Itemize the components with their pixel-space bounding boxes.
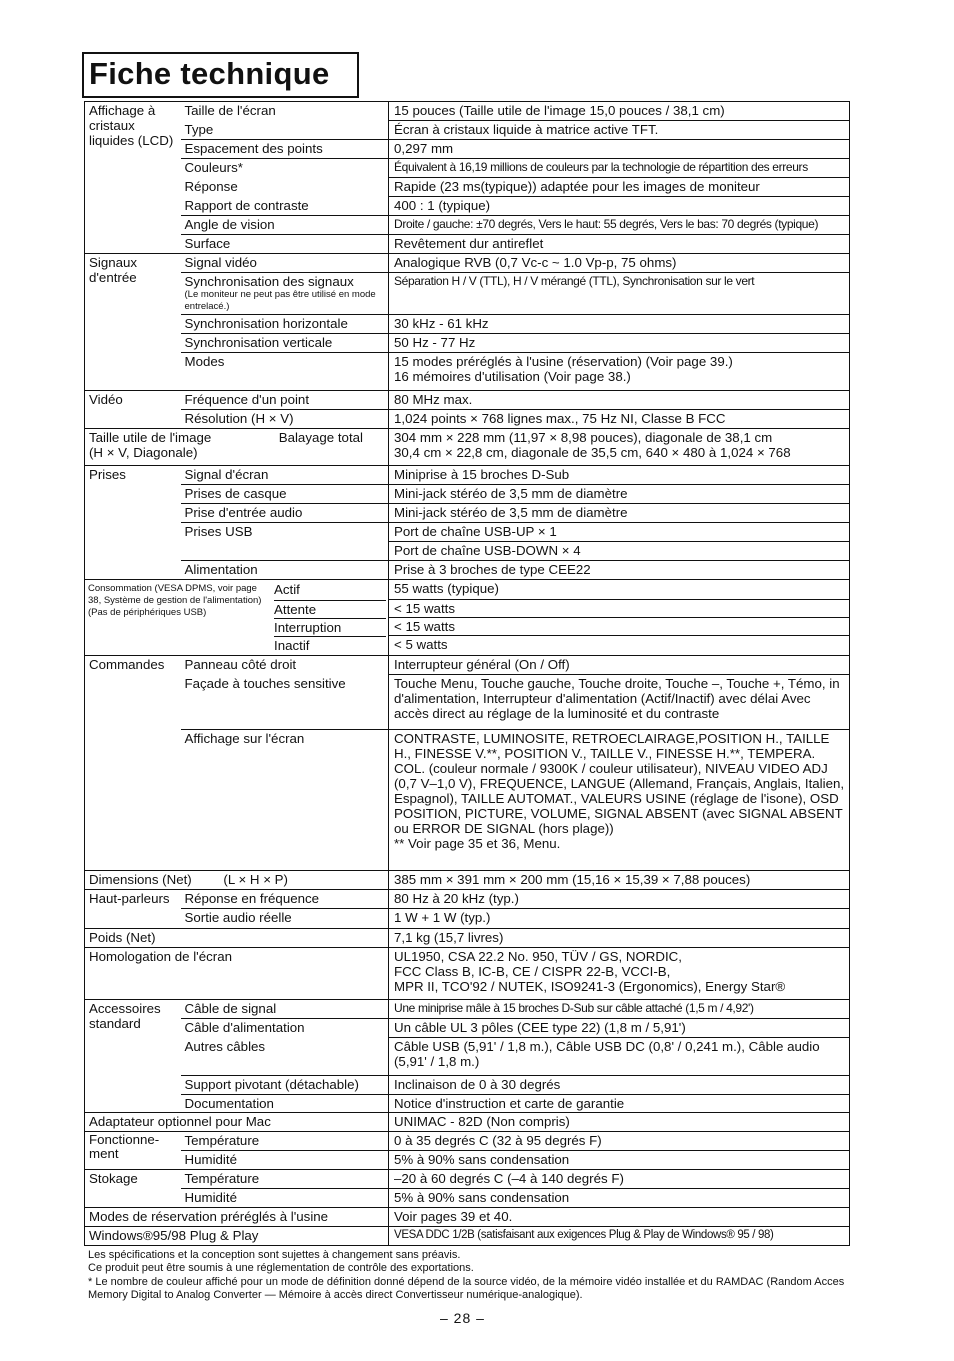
value-cell: 0 à 35 degrés C (32 à 95 degrés F) bbox=[389, 1132, 850, 1151]
value-line: 15 modes préréglés à l'usine (réservation) (Voir page 39.) bbox=[394, 354, 733, 369]
footnote: Les spécifications et la conception sont sujettes à changement sans préavis. bbox=[88, 1249, 461, 1261]
category-cell: Homologation de l'écran bbox=[85, 948, 389, 1000]
value-cell: 55 watts (typique) bbox=[389, 580, 850, 600]
value-cell: Un câble UL 3 pôles (CEE type 22) (1,8 m / 5,91') bbox=[389, 1019, 850, 1038]
value-cell: –20 à 60 degrés C (–4 à 140 degrés F) bbox=[389, 1170, 850, 1189]
value-line: FCC Class B, IC-B, CE / CISPR 22-B, VCCI-B, bbox=[394, 964, 671, 979]
item-cell: Documentation bbox=[181, 1095, 389, 1113]
item-cell: Température bbox=[181, 1132, 389, 1151]
category-label: (H × V, Diagonale) bbox=[89, 445, 198, 460]
value-cell: 15 pouces (Taille utile de l'image 15,0 pouces / 38,1 cm) bbox=[389, 102, 850, 121]
value-cell: 1 W + 1 W (typ.) bbox=[389, 909, 850, 929]
value-cell: Port de chaîne USB-UP × 1 bbox=[389, 523, 850, 542]
value-cell: Notice d'instruction et carte de garantie bbox=[389, 1095, 850, 1113]
item-cell: Surface bbox=[181, 235, 389, 254]
spec-table bbox=[84, 101, 850, 1246]
item-cell: Support pivotant (détachable) bbox=[184, 1077, 359, 1092]
category-label: Dimensions (Net) bbox=[89, 872, 192, 887]
value-cell: Miniprise à 15 broches D-Sub bbox=[389, 466, 850, 485]
item-cell: Synchronisation horizontale bbox=[181, 315, 389, 334]
value-cell bbox=[389, 948, 850, 1000]
value-cell: Écran à cristaux liquide à matrice active TFT. bbox=[389, 121, 850, 140]
value-cell: < 15 watts bbox=[389, 617, 850, 635]
table-row bbox=[85, 466, 850, 485]
table-row bbox=[85, 140, 850, 159]
value-cell: Interrupteur général (On / Off) bbox=[389, 656, 850, 675]
table-row bbox=[85, 334, 850, 353]
value-cell: Équivalent à 16,19 millions de couleurs par la technologie de répartition des erreurs bbox=[389, 159, 850, 178]
item-cell: Synchronisation verticale bbox=[181, 334, 389, 353]
category-cell bbox=[85, 871, 389, 890]
value-cell: 50 Hz - 77 Hz bbox=[389, 334, 850, 353]
item-label: Inactif bbox=[274, 636, 386, 654]
item-label: Synchronisation des signaux bbox=[184, 274, 354, 289]
category-cell: Windows®95/98 Plug & Play bbox=[85, 1227, 389, 1246]
value-cell: Une miniprise mâle à 15 broches D-Sub sur câble attaché (1,5 m / 4,92') bbox=[389, 1000, 850, 1019]
table-row bbox=[85, 948, 850, 1000]
item-cell: Prises USB bbox=[184, 524, 253, 539]
category-label: Taille utile de l'image bbox=[89, 430, 212, 445]
value-cell: Mini-jack stéréo de 3,5 mm de diamètre bbox=[389, 504, 850, 523]
value-line: UL1950, CSA 22.2 No. 950, TÜV / GS, NORDIC, bbox=[394, 949, 682, 964]
table-row bbox=[85, 410, 850, 429]
table-row bbox=[85, 1189, 850, 1208]
item-cell: Rapport de contraste bbox=[184, 197, 309, 213]
item-cell: Signal d'écran bbox=[181, 466, 389, 485]
category-cell: Stokage bbox=[85, 1170, 181, 1208]
category-cell bbox=[85, 580, 389, 656]
table-row bbox=[85, 580, 850, 600]
value-line: 304 mm × 228 mm (11,97 × 8,98 pouces), diagonale de 38,1 cm bbox=[394, 430, 773, 445]
table-row bbox=[85, 890, 850, 909]
value-cell: Prise à 3 broches de type CEE22 bbox=[389, 561, 850, 580]
value-cell: VESA DDC 1/2B (satisfaisant aux exigences Plug & Play de Windows® 95 / 98) bbox=[389, 1227, 850, 1246]
value-line: ** Voir page 35 et 36, Menu. bbox=[394, 836, 561, 851]
value-cell: Rapide (23 ms(typique)) adaptée pour les images de moniteur bbox=[389, 178, 850, 197]
table-row bbox=[85, 1038, 850, 1076]
table-row bbox=[85, 197, 850, 216]
category-label: Consommation (VESA DPMS, voir page 38, Système de gestion de l'alimentation) (Pas de périphériques USB) bbox=[88, 583, 262, 618]
item-cell bbox=[181, 542, 389, 561]
category-cell: Adaptateur optionnel pour Mac bbox=[85, 1113, 389, 1132]
value-line: 30,4 cm × 22,8 cm, diagonale de 35,5 cm, 640 × 480 à 1,024 × 768 bbox=[394, 445, 791, 460]
value-cell: < 15 watts bbox=[389, 599, 850, 617]
footnote: * Le nombre de couleur affiché pour un mode de définition donné dépend de la source vidéo, de la mémoire vidéo installée et du RAMDAC (Random Acces Memory Digital to Analog Converter — Mémoire à accès direct Convertisseur numérique-analogique). bbox=[88, 1275, 845, 1302]
item-cell: Câble d'alimentation bbox=[181, 1019, 389, 1038]
item-cell: Humidité bbox=[184, 1190, 237, 1205]
value-cell: < 5 watts bbox=[389, 636, 850, 656]
value-cell: Touche Menu, Touche gauche, Touche droite, Touche –, Touche +, Témo, in d'alimentation, Interrupteur d'alimentation (Actif/Inactif) avec délai Avec accès direct au réglage de la luminosité et du contraste bbox=[389, 675, 850, 730]
table-row bbox=[85, 315, 850, 334]
item-cell: Modes bbox=[181, 353, 389, 391]
item-cell: Autres câbles bbox=[181, 1038, 389, 1076]
category-cell: Signaux d'entrée bbox=[85, 254, 181, 391]
value-cell: Revêtement dur antireflet bbox=[389, 235, 850, 254]
item-cell: Type bbox=[184, 121, 214, 137]
item-cell: Résolution (H × V) bbox=[181, 410, 389, 429]
value-cell: 5% à 90% sans condensation bbox=[389, 1189, 850, 1208]
category-cell: Haut-parleurs bbox=[85, 890, 181, 929]
category-cell: Vidéo bbox=[85, 391, 181, 429]
value-cell: Droite / gauche: ±70 degrés, Vers le haut: 55 degrés, Vers le bas: 70 degrés (typique) bbox=[389, 216, 850, 235]
value-cell: 1,024 points × 768 lignes max., 75 Hz NI, Classe B FCC bbox=[389, 410, 850, 429]
table-row bbox=[85, 1227, 850, 1246]
value-line: MPR II, TCO'92 / NUTEK, ISO9241-3 (Ergonomics), Energy Star® bbox=[394, 979, 786, 994]
item-cell: Fréquence d'un point bbox=[181, 391, 389, 410]
table-row bbox=[85, 1151, 850, 1170]
item-cell: Humidité bbox=[184, 1152, 237, 1167]
item-cell: Signal vidéo bbox=[181, 254, 389, 273]
item-label: Actif bbox=[274, 582, 300, 597]
table-row bbox=[85, 1132, 850, 1151]
value-cell: Inclinaison de 0 à 30 degrés bbox=[389, 1076, 850, 1095]
value-cell: 80 Hz à 20 kHz (typ.) bbox=[389, 890, 850, 909]
table-row bbox=[85, 216, 850, 235]
item-cell: Câble de signal bbox=[181, 1000, 389, 1019]
item-cell: Température bbox=[181, 1170, 389, 1189]
table-row bbox=[85, 656, 850, 675]
item-label: Balayage total bbox=[278, 430, 363, 445]
table-row bbox=[85, 353, 850, 391]
value-cell: Port de chaîne USB-DOWN × 4 bbox=[389, 542, 850, 561]
item-cell: Réponse bbox=[184, 178, 238, 194]
item-cell: Prise d'entrée audio bbox=[181, 504, 389, 523]
table-row bbox=[85, 102, 850, 121]
item-cell: Taille de l'écran bbox=[181, 102, 389, 121]
value-cell: Séparation H / V (TTL), H / V mérangé (TTL), Synchronisation sur le vert bbox=[389, 273, 850, 315]
value-cell: 80 MHz max. bbox=[389, 391, 850, 410]
table-row bbox=[85, 235, 850, 254]
footnotes bbox=[88, 1249, 858, 1303]
page-number: – 28 – bbox=[440, 1310, 485, 1326]
category-cell: Modes de réservation préréglés à l'usine bbox=[85, 1208, 389, 1227]
category-cell: Affichage à cristaux liquides (LCD) bbox=[85, 102, 181, 254]
category-cell bbox=[85, 429, 389, 466]
table-row bbox=[85, 1170, 850, 1189]
table-row bbox=[85, 730, 850, 871]
value-cell: Mini-jack stéréo de 3,5 mm de diamètre bbox=[389, 485, 850, 504]
item-cell: Façade à touches sensitive bbox=[181, 675, 389, 730]
item-label: (L × H × P) bbox=[223, 872, 288, 887]
value-cell bbox=[389, 730, 850, 871]
value-cell: 5% à 90% sans condensation bbox=[389, 1151, 850, 1170]
item-cell: Affichage sur l'écran bbox=[184, 731, 305, 746]
table-row bbox=[85, 909, 850, 929]
value-line: CONTRASTE, LUMINOSITE, RETROECLAIRAGE,POSITION H., TAILLE H., FINESSE V.**, POSITION V., TAILLE V., FINESSE H.**, TEMPERA. COL. (couleur normale / 9300K / couleur utilisateur), NIVEAU VIDEO ADJ (0,7 V–1,0 V), FREQUENCE, LANGUE (Allemand, Français, Anglais, Italien, Espagnol), TAILLE AUTOMAT., VALEURS USINE (réglage de l'isone), OSD POSITION, PICTURE, VOLUME, SIGNAL ABSENT (avec SIGNAL ABSENT ou ERROR DE SIGNAL (hors plage)) bbox=[394, 731, 845, 836]
table-row bbox=[85, 1095, 850, 1113]
table-row bbox=[85, 254, 850, 273]
value-cell bbox=[389, 429, 850, 466]
value-cell: 385 mm × 391 mm × 200 mm (15,16 × 15,39 × 7,88 pouces) bbox=[389, 871, 850, 890]
value-cell: 400 : 1 (typique) bbox=[389, 197, 850, 216]
value-cell: Câble USB (5,91' / 1,8 m.), Câble USB DC (0,8' / 0,241 m.), Câble audio (5,91' / 1,8 m.) bbox=[389, 1038, 850, 1076]
value-cell: 7,1 kg (15,7 livres) bbox=[389, 929, 850, 948]
item-cell: Espacement des points bbox=[181, 140, 389, 159]
category-cell: Commandes bbox=[85, 656, 181, 871]
table-row bbox=[85, 561, 850, 580]
table-row bbox=[85, 273, 850, 315]
table-row bbox=[85, 178, 850, 197]
category-cell: Prises bbox=[85, 466, 181, 580]
table-row bbox=[85, 929, 850, 948]
item-cell: Couleurs* bbox=[181, 159, 389, 178]
table-row bbox=[85, 504, 850, 523]
table-row bbox=[85, 1113, 850, 1132]
table-row bbox=[85, 1000, 850, 1019]
table-row bbox=[85, 523, 850, 542]
item-cell: Angle de vision bbox=[181, 216, 389, 235]
value-cell: 0,297 mm bbox=[389, 140, 850, 159]
table-row bbox=[85, 1019, 850, 1038]
category-cell: Poids (Net) bbox=[85, 929, 389, 948]
item-label: Interruption bbox=[274, 618, 386, 636]
category-cell: Accessoires standard bbox=[85, 1000, 181, 1113]
page-title: Fiche technique bbox=[82, 52, 359, 98]
item-note: (Le moniteur ne peut pas être utilisé en mode entrelacé.) bbox=[184, 289, 376, 312]
footnote: Ce produit peut être soumis à une réglementation de contrôle des exportations. bbox=[88, 1262, 474, 1275]
item-label: Attente bbox=[274, 600, 386, 618]
table-row bbox=[85, 871, 850, 890]
value-cell: Voir pages 39 et 40. bbox=[389, 1208, 850, 1227]
value-cell: 30 kHz - 61 kHz bbox=[389, 315, 850, 334]
value-cell: UNIMAC - 82D (Non compris) bbox=[389, 1113, 850, 1132]
item-cell: Réponse en fréquence bbox=[181, 890, 389, 909]
table-row bbox=[85, 542, 850, 561]
value-cell bbox=[389, 353, 850, 391]
item-cell bbox=[181, 273, 389, 315]
item-cell: Panneau côté droit bbox=[181, 656, 389, 675]
item-cell: Sortie audio réelle bbox=[184, 910, 292, 925]
table-row bbox=[85, 1076, 850, 1095]
table-row bbox=[85, 159, 850, 178]
table-row bbox=[85, 121, 850, 140]
item-cell: Alimentation bbox=[184, 562, 258, 577]
table-row bbox=[85, 675, 850, 730]
table-row bbox=[85, 1208, 850, 1227]
value-cell: Analogique RVB (0,7 Vc-c ~ 1.0 Vp-p, 75 ohms) bbox=[389, 254, 850, 273]
value-line: 16 mémoires d'utilisation (Voir page 38.) bbox=[394, 369, 631, 384]
category-cell: Fonctionne- ment bbox=[85, 1132, 181, 1170]
item-cell: Prises de casque bbox=[181, 485, 389, 504]
table-row bbox=[85, 485, 850, 504]
table-row bbox=[85, 429, 850, 466]
table-row bbox=[85, 391, 850, 410]
